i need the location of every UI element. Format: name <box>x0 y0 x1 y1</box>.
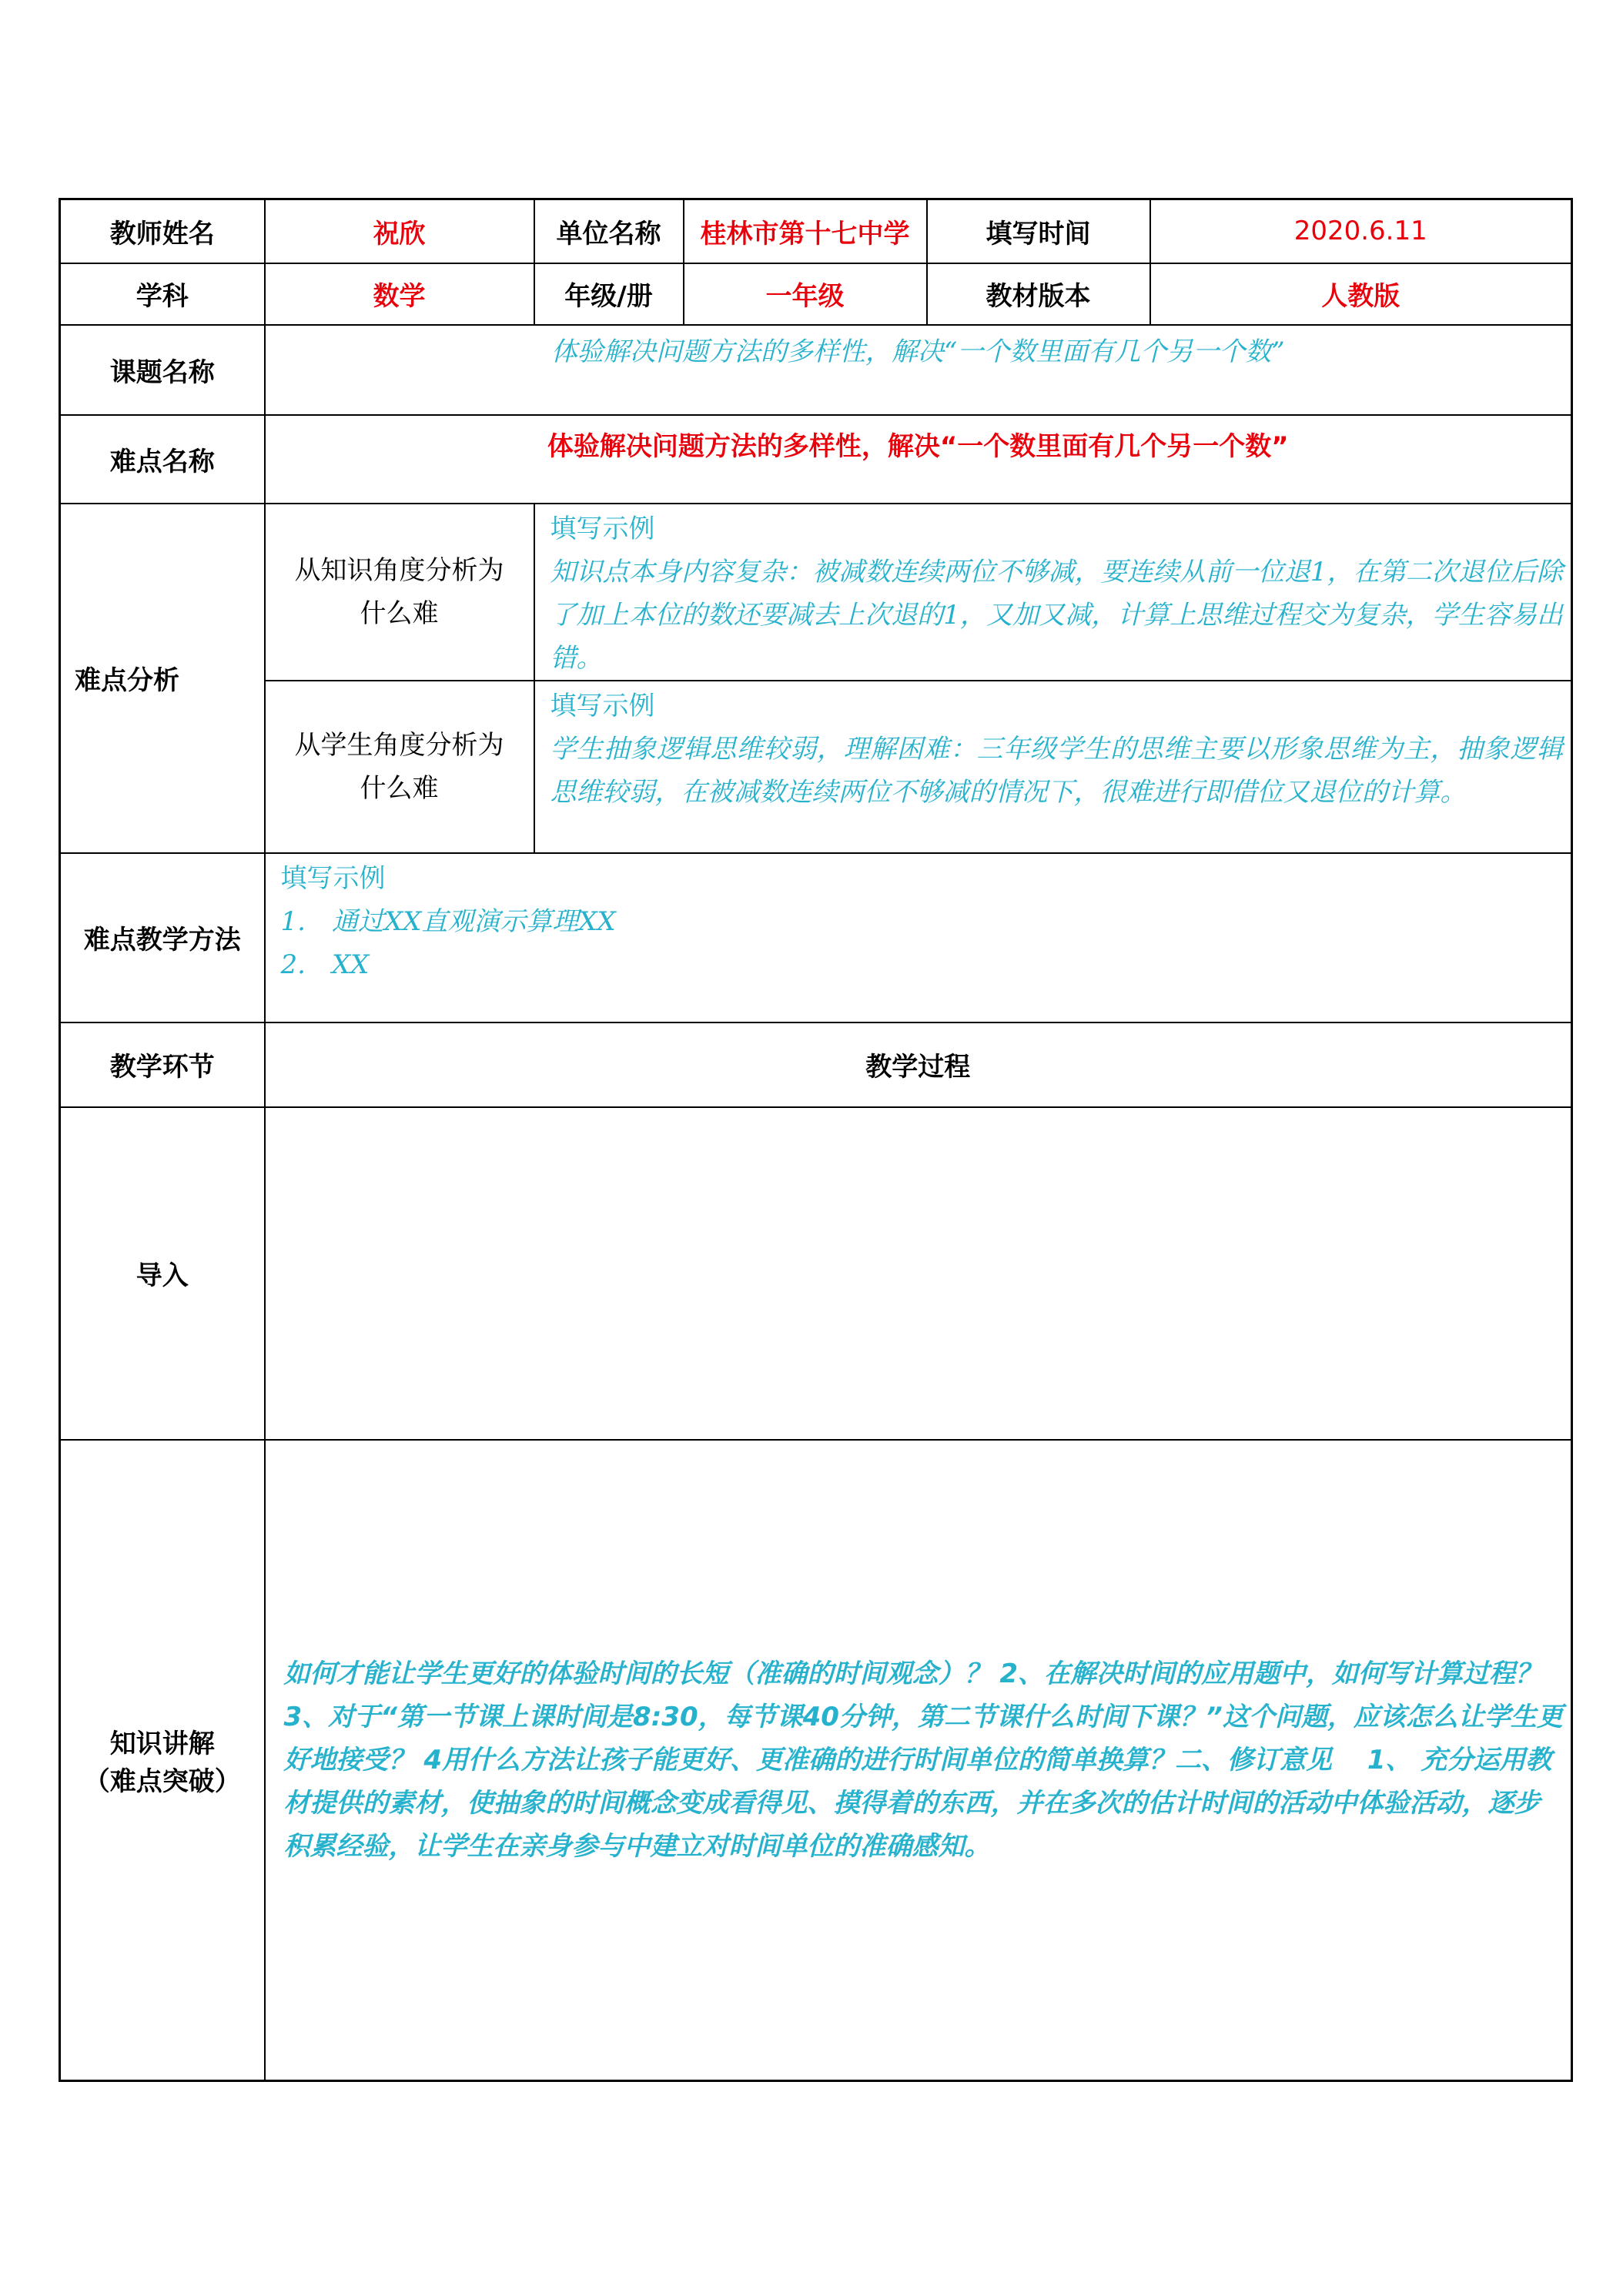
knowledge-hint-text: 知识点本身内容复杂：被减数连续两位不够减，要连续从前一位退1，在第二次退位后除了加上本位的数还要减去上次退的1，又加又减，计算上思维过程交为复杂，学生容易出错。 <box>550 556 1563 674</box>
intro-label: 导入 <box>60 1107 265 1440</box>
knowledge-label <box>60 1440 265 2081</box>
difficulty-row <box>60 415 1572 504</box>
fill-date-label: 填写时间 <box>927 199 1150 263</box>
knowledge-angle-answer[interactable] <box>534 504 1572 681</box>
grade-value[interactable]: 一年级 <box>684 263 927 325</box>
method-item: 1. 通过XX直观演示算理XX <box>280 905 616 937</box>
process-header-row <box>60 1022 1572 1107</box>
student-angle-line1: 从学生角度分析为 <box>294 729 504 761</box>
knowledge-row <box>60 1440 1572 2081</box>
analysis-knowledge-row <box>60 504 1572 681</box>
teacher-info-row <box>60 199 1572 263</box>
knowledge-angle-line1: 从知识角度分析为 <box>294 554 504 586</box>
stage-header-label: 教学环节 <box>60 1022 265 1107</box>
edition-label: 教材版本 <box>927 263 1150 325</box>
analysis-student-row <box>60 681 1572 853</box>
student-hint-text: 学生抽象逻辑思维较弱，理解困难：三年级学生的思维主要以形象思维为主，抽象逻辑思维较弱，在被减数连续两位不够减的情况下，很难进行即借位又退位的计算。 <box>550 733 1563 808</box>
method-row <box>60 853 1572 1022</box>
method-item: 2. XX <box>280 949 370 980</box>
difficulty-label: 难点名称 <box>60 415 265 504</box>
knowledge-angle-line2: 什么难 <box>360 597 439 629</box>
edition-value[interactable]: 人教版 <box>1150 263 1572 325</box>
knowledge-angle-label <box>265 504 534 681</box>
process-header-label: 教学过程 <box>265 1022 1572 1107</box>
unit-name-value[interactable]: 桂林市第十七中学 <box>684 199 927 263</box>
subject-label: 学科 <box>60 263 265 325</box>
topic-value[interactable]: 体验解决问题方法的多样性，解决“一个数里面有几个另一个数” <box>265 325 1572 415</box>
student-hint-title: 填写示例 <box>550 690 655 721</box>
intro-row <box>60 1107 1572 1440</box>
method-hint-title: 填写示例 <box>280 862 386 894</box>
fill-date-value[interactable]: 2020.6.11 <box>1150 199 1572 263</box>
lesson-plan-table <box>59 198 1573 2082</box>
knowledge-label-line2: （难点突破） <box>83 1766 241 1797</box>
unit-name-label: 单位名称 <box>534 199 684 263</box>
topic-row <box>60 325 1572 415</box>
analysis-label: 难点分析 <box>60 504 265 853</box>
teacher-name-value[interactable]: 祝欣 <box>265 199 534 263</box>
grade-label: 年级/册 <box>534 263 684 325</box>
intro-content[interactable] <box>265 1107 1572 1440</box>
subject-value[interactable]: 数学 <box>265 263 534 325</box>
student-angle-label <box>265 681 534 853</box>
knowledge-label-line1: 知识讲解 <box>109 1728 215 1759</box>
teacher-name-label: 教师姓名 <box>60 199 265 263</box>
student-angle-line2: 什么难 <box>360 772 439 804</box>
subject-info-row <box>60 263 1572 325</box>
student-angle-answer[interactable] <box>534 681 1572 853</box>
difficulty-value[interactable]: 体验解决问题方法的多样性，解决“一个数里面有几个另一个数” <box>265 415 1572 504</box>
knowledge-content[interactable]: 如何才能让学生更好的体验时间的长短（准确的时间观念）？ 2、在解决时间的应用题中，如何写计算过程？ 3、对于“第一节课上课时间是8:30，每节课40分钟，第二节课什么时间下课？”这个问题，应该怎么让学生更好地接受？ 4用什么方法让孩子能更好、更准确的进行时间单位的简单换算？二、修订意见 1、 充分运用教材提供的素材，使抽象的时间概念变成看得见、摸得着的东西，并在多次的估计时间的活动中体验活动，逐步积累经验，让学生在亲身参与中建立对时间单位的准确感知。 <box>265 1440 1572 2081</box>
method-label: 难点教学方法 <box>60 853 265 1022</box>
method-answer[interactable] <box>265 853 1572 1022</box>
knowledge-hint-title: 填写示例 <box>550 513 655 544</box>
topic-label: 课题名称 <box>60 325 265 415</box>
